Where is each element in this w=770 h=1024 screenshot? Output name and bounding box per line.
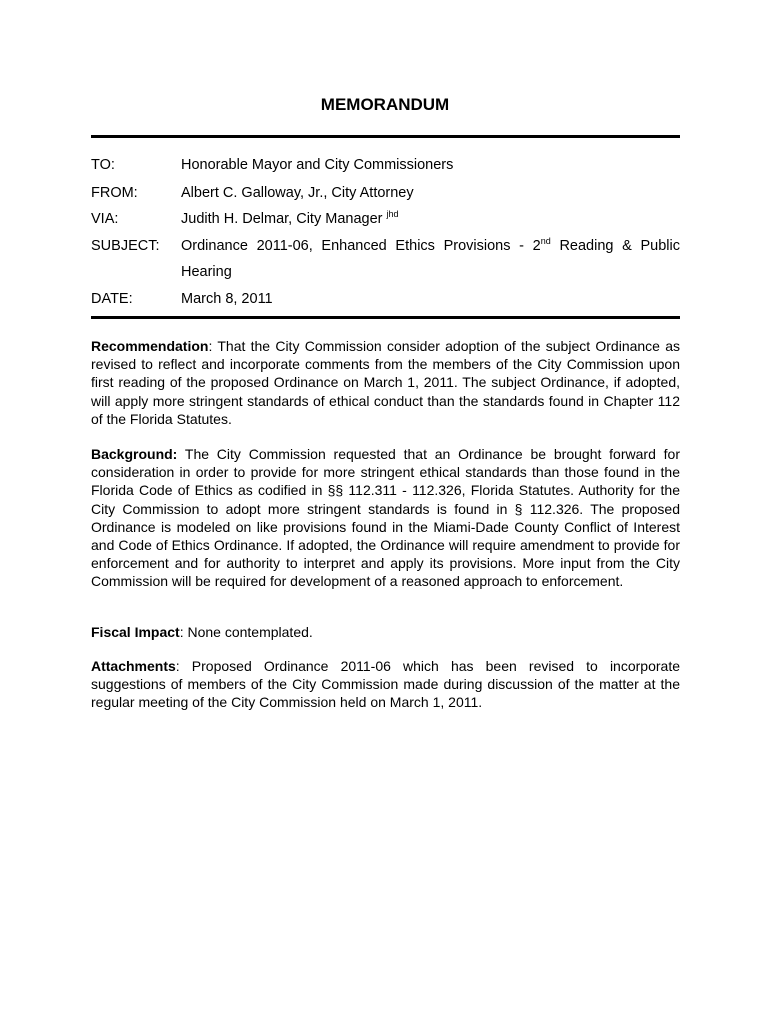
- attachments-paragraph: [91, 657, 680, 712]
- to-value: Honorable Mayor and City Commissioners: [181, 157, 454, 173]
- recommendation-paragraph: [91, 337, 680, 428]
- fiscal-heading: Fiscal Impact: [91, 624, 180, 640]
- subject-label: SUBJECT:: [91, 238, 160, 254]
- from-value: Albert C. Galloway, Jr., City Attorney: [181, 185, 414, 201]
- page-title: MEMORANDUM: [320, 95, 450, 114]
- via-value-wrap: [181, 206, 680, 232]
- background-text: The City Commission requested that an Ordinance be brought forward for consideration in order to provide for more stringent ethical standards than those found in the Florida Code of Ethics as codified in §§ 112.311 - 112.326, Florida Statutes. Authority for the City Commission to adopt more stringent standards is found in § 112.326. The proposed Ordinance is modeled on like provisions found in the Miami-Dade County Conflict of Interest and Code of Ethics Ordinance. If adopted, the Ordinance will require amendment to provide for enforcement and for authority to interpret and apply its provisions. More input from the City Commission will be required for development of a reasoned approach to enforcement.: [91, 446, 680, 590]
- subject-value-line2: Hearing: [181, 264, 232, 280]
- subject-value-line1: [181, 233, 680, 259]
- to-label: TO:: [91, 157, 115, 173]
- header-top-rule: [91, 135, 680, 138]
- recommendation-text: : That the City Commission consider adoption of the subject Ordinance as revised to reflect and incorporate comments from the members of the City Commission upon first reading of the proposed Ordinance on March 1, 2011. The subject Ordinance, if adopted, will apply more stringent standards of ethical conduct than the standards found in Chapter 112 of the Florida Statutes.: [91, 338, 680, 427]
- date-value: March 8, 2011: [181, 291, 273, 307]
- via-label: VIA:: [91, 211, 119, 227]
- attachments-text: : Proposed Ordinance 2011-06 which has been revised to incorporate suggestions of members of the City Commission made during discussion of the matter at the regular meeting of the City Commission held on March 1, 2011.: [91, 658, 680, 711]
- header-bottom-rule: [91, 316, 680, 319]
- from-label: FROM:: [91, 185, 138, 201]
- background-heading: Background:: [91, 446, 178, 462]
- subject-sup: nd: [540, 236, 551, 246]
- background-paragraph: [91, 445, 680, 591]
- subject-text-b: Reading & Public: [550, 238, 680, 254]
- fiscal-paragraph: [91, 623, 680, 641]
- via-value: Judith H. Delmar, City Manager: [181, 211, 383, 227]
- via-initials: jhd: [386, 209, 399, 219]
- recommendation-heading: Recommendation: [91, 338, 209, 354]
- attachments-heading: Attachments: [91, 658, 176, 674]
- fiscal-text: : None contemplated.: [179, 624, 313, 640]
- subject-text-a: Ordinance 2011-06, Enhanced Ethics Provisions - 2: [181, 238, 541, 254]
- date-label: DATE:: [91, 291, 133, 307]
